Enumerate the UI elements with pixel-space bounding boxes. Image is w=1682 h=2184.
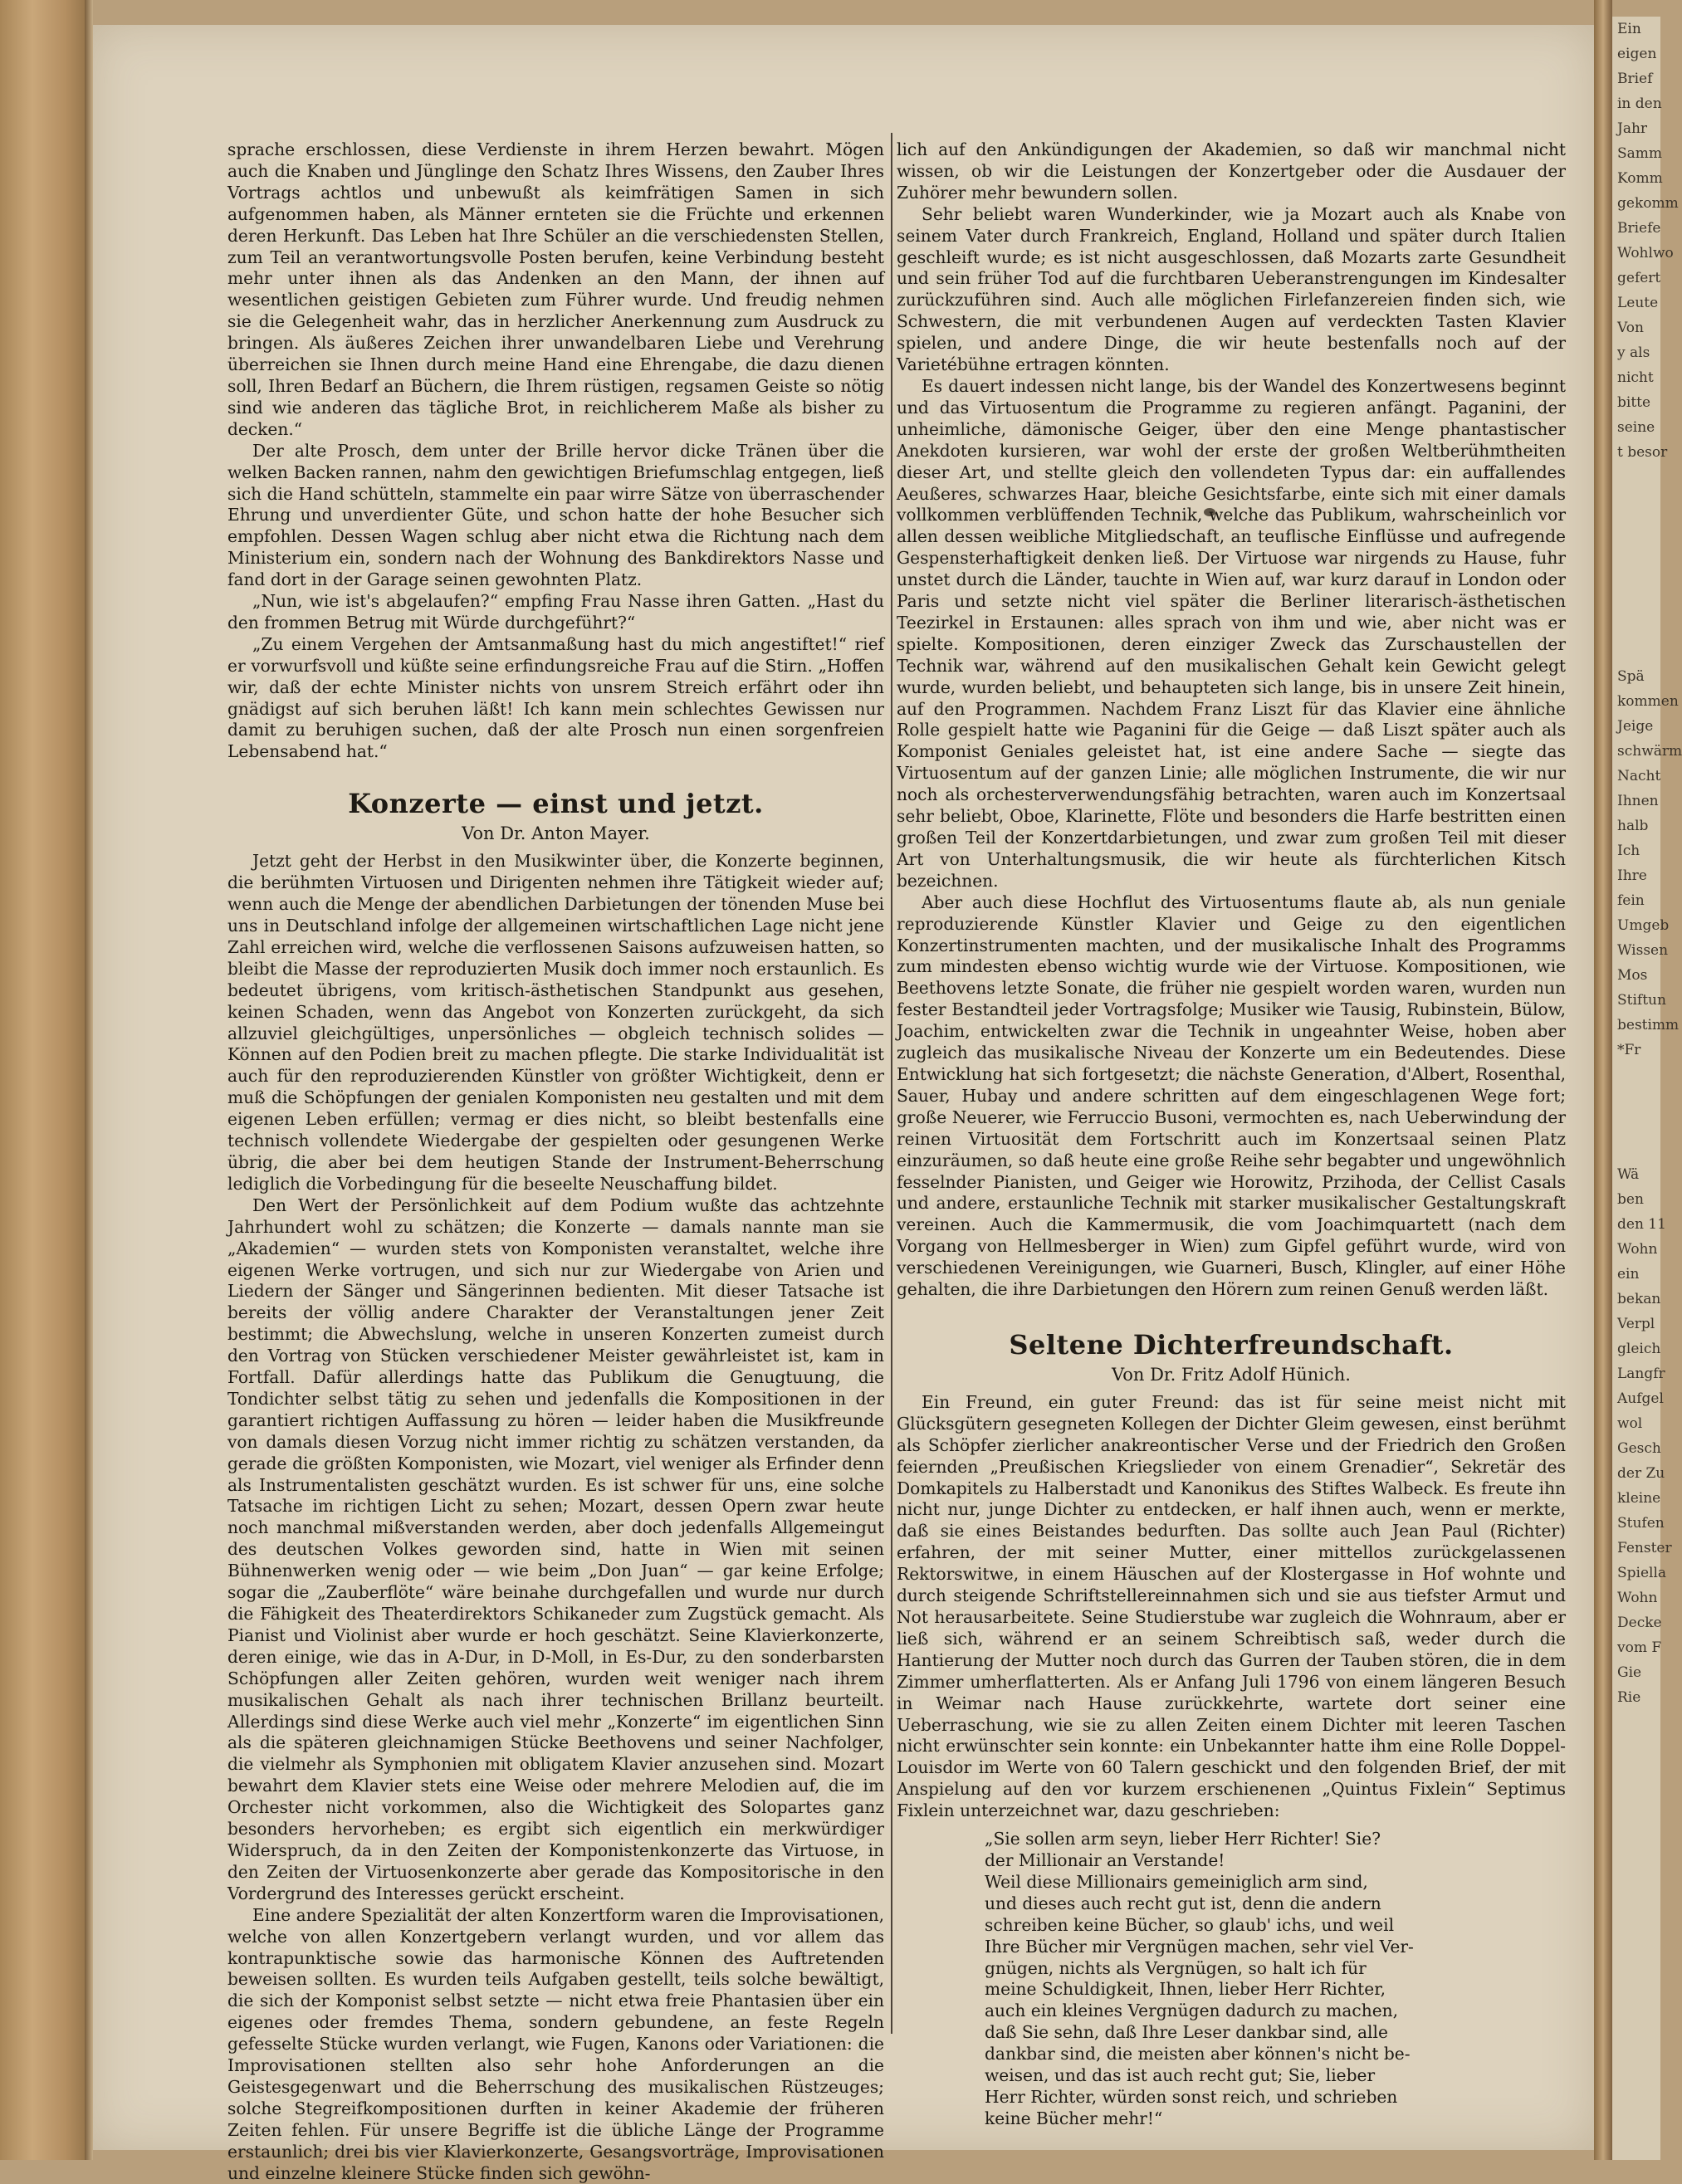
next-page-fragment <box>1612 1137 1660 1162</box>
next-page-fragment: Fenster <box>1617 1540 1672 1556</box>
next-page-fragment <box>1612 490 1660 515</box>
next-page-fragment <box>1612 515 1660 540</box>
article-title-dichterfreundschaft: Seltene Dichterfreundschaft. <box>1009 1328 1454 1361</box>
next-page-fragment: in den <box>1617 95 1662 112</box>
next-page-fragment: Langfr <box>1617 1366 1665 1382</box>
poem-line: gnügen, nichts als Vergnügen, so halt ich für <box>985 1957 1367 1978</box>
next-page-fragment: Wä <box>1617 1166 1640 1183</box>
right-column <box>897 139 1566 2130</box>
next-page-fragment: den 11 <box>1617 1216 1666 1233</box>
next-page-edge <box>1612 17 1682 2160</box>
poem-line: dankbar sind, die meisten aber können's nicht be- <box>985 2044 1411 2064</box>
next-page-fragment: Von <box>1617 320 1644 336</box>
next-page-fragment <box>1612 564 1660 589</box>
book-spine-left <box>0 0 93 2160</box>
next-page-fragment: Mos <box>1617 967 1648 984</box>
poem-line: auch ein kleines Vergnügen dadurch zu machen, <box>985 2001 1399 2021</box>
next-page-fragment: *Fr <box>1617 1042 1641 1058</box>
next-page-fragment: Nacht <box>1617 768 1661 784</box>
poem-line: daß Sie sehn, daß Ihre Leser dankbar sind, alle <box>985 2022 1388 2043</box>
poem-line: „Sie sollen arm seyn, lieber Herr Richter! Sie? <box>985 1829 1381 1849</box>
article-paragraph: lich auf den Ankündigungen der Akademien, so daß wir manchmal nicht wissen, ob wir die Leistungen der Konzertgeber oder die Ausdauer der Zuhörer mehr bewundern sollen. <box>897 139 1566 203</box>
next-page-fragment: vom F <box>1617 1639 1662 1656</box>
poem-line: der Millionair an Verstande! <box>985 1849 1225 1870</box>
poem-line: Herr Richter, würden sonst reich, und schrieben <box>985 2086 1398 2107</box>
next-page-fragment: Briefe <box>1617 220 1661 237</box>
article-paragraph: Es dauert indessen nicht lange, bis der Wandel des Konzertwesens beginnt und das Virtuosentum die Programme zu regieren anfängt. Paganini, der unheimliche, dämonische Geiger, über den eine Menge phantastischer Anekdoten kursieren, war wohl der erste der großen Weltberühmtheiten dieser Art, und stellte gleich den vollendeten Typus dar: ein auffallendes Aeußeres, schwarzes Haar, bleiche Gesichtsfarbe, einte sich mit einer damals vollkommen verblüffenden Technik, welche das Publikum, wahrscheinlich vor allen dessen weibliche Mitgliedschaft, an teuflische Einflüsse und aufregende Gespensterhaftigkeit denken ließ. Der Virtuose war nirgends zu Hause, fuhr unstet durch die Länder, tauchte in Wien auf, war kurz darauf in London oder Paris und setzte nicht viel später die Berliner literarisch-ästhetischen Teezirkel in Erstaunen: alles sprach von ihm und wie, aber nicht was er spielte. Kompositionen, deren einziger Zweck das Zurschaustellen der Technik war, während auf den musikalischen Gehalt kein Gewicht gelegt wurde, wurden beliebt, und behaupteten sich lange, bis in unsere Zeit hinein, auf den Programmen. Nachdem Franz Liszt für das Klavier eine ähnliche Rolle gespielt hatte wie Paganini für die Geige — daß Liszt später auch als Komponist Geniales geleistet hat, ist eine andere Sache — siegte das Virtuosentum auf der ganzen Linie; alle möglichen Instrumente, die wir nur noch als orchesterverwendungsfähig betrachten, waren auch im Konzertsaal sehr beliebt, Oboe, Klarinette, Flöte und besonders die Harfe bestritten einen großen Teil der Konzertdarbietungen, und zwar zum großen Teil mit dieser Art von Unterhaltungsmusik, die wir heute als fürchterlichen Kitsch bezeichnen. <box>897 375 1566 891</box>
next-page-fragment: bestimm <box>1617 1017 1680 1033</box>
next-page-fragment: Stufen <box>1617 1515 1665 1532</box>
article-paragraph: Ein Freund, ein guter Freund: das ist für seine meist nicht mit Glücksgütern gesegneten Kollegen der Dichter Gleim gewesen, einst berühmt als Schöpfer zierlicher anakreontischer Verse und der Friedrich den Großen feiernden „Preußischen Kriegslieder von einem Grenadier“, Sekretär des Domkapitels zu Halberstadt und Kanonikus des Stiftes Walbeck. Es freute ihn nicht nur, junge Dichter zu entdecken, er half ihnen auch, wenn er merkte, daß sie eines Beistandes bedurften. Das sollte auch Jean Paul (Richter) erfahren, der mit seiner Mutter, einer mittellos zurückgelassenen Rektorswitwe, in einem Häuschen auf der Klostergasse in Hof wohnte und durch steigende Schriftstellereinnahmen sich und sie aus tiefster Armut und Not herausarbeitete. Seine Studierstube war zugleich die Wohnraum, aber er ließ sich, während er an seinem Schreibtisch saß, weder durch die Hantierung der Mutter noch durch das Gurren der Tauben stören, die in dem Zimmer umherflatterten. Als er Anfang Juli 1796 von einem längeren Besuch in Weimar nach Hause zurückkehrte, wartete dort seiner eine Ueberraschung, wie sie zu allen Zeiten einem Dichter mit leeren Taschen nicht erwünschter sein konnte: ein Unbekannter hatte ihm eine Rolle Doppel-Louisdor im Werte von 60 Talern geschickt und den folgenden Brief, der mit Anspielung auf den vor kurzem erschienenen „Quintus Fixlein“ Septimus Fixlein unterzeichnet war, dazu geschrieben: <box>897 1391 1566 1821</box>
next-page-fragment <box>1612 1112 1660 1137</box>
next-page-fragment: nicht <box>1617 369 1654 386</box>
next-page-fragment: Rie <box>1617 1689 1641 1706</box>
left-column <box>227 139 884 2184</box>
article-paragraph: Jetzt geht der Herbst in den Musikwinter über, die Konzerte beginnen, die berühmten Virtuosen und Dirigenten nehmen ihre Tätigkeit wieder auf; wenn auch die Menge der abendlichen Darbietungen der tönenden Muse bei uns in Deutschland infolge der allgemeinen wirtschaftlichen Lage nicht jene Zahl erreichen wird, welche die verflossenen Saisons aufzuweisen hatten, so bleibt die Masse der reproduzierten Musik doch immer noch erstaunlich. Es bedeutet übrigens, vom kritisch-ästhetischen Standpunkt aus gesehen, keinen Schaden, wenn das Angebot von Konzerten zurückgeht, da sich allzuviel gleichgültiges, unpersönliches — obgleich technisch solides — Können auf den Podien breit zu machen pflegte. Die starke Individualität ist auch für den reproduzierenden Künstler von größter Wichtigkeit, denn er muß die Schöpfungen der genialen Komponisten neu gestalten und mit dem eigenen Leben erfüllen; vermag er dies nicht, so bleibt bestenfalls eine technisch vollendete Wiedergabe der gespielten oder gesungenen Werke übrig, die aber bei dem heutigen Stande der Instrument-Beherrschung lediglich die Vorbedingung für die beseelte Neuschaffung bildet. <box>227 851 884 1194</box>
next-page-fragment: fein <box>1617 892 1645 909</box>
next-page-fragment: halb <box>1617 818 1649 834</box>
next-page-fragment: eigen <box>1617 46 1657 62</box>
poem-line: keine Bücher mehr!“ <box>985 2108 1163 2128</box>
next-page-fragment: Umgeb <box>1617 917 1670 934</box>
next-page-fragment <box>1612 1087 1660 1112</box>
column-rule <box>891 133 892 2034</box>
next-page-fragment: Wissen <box>1617 942 1669 959</box>
next-page-fragment: gefert <box>1617 270 1661 286</box>
next-page-fragment: Aufgel <box>1617 1390 1664 1407</box>
next-page-fragment: kleine <box>1617 1490 1661 1507</box>
poem-line: und dieses auch recht gut ist, denn die andern <box>985 1893 1381 1913</box>
poem-line: Weil diese Millionairs gemeiniglich arm sind, <box>985 1871 1368 1892</box>
next-page-fragment <box>1612 639 1660 664</box>
poem-line: meine Schuldigkeit, Ihnen, lieber Herr Richter, <box>985 1979 1386 2000</box>
next-page-fragment <box>1612 589 1660 614</box>
next-page-fragment: Decke <box>1617 1615 1662 1631</box>
story-ending-paragraph: „Nun, wie ist's abgelaufen?“ empfing Frau Nasse ihren Gatten. „Hast du den frommen Betrug mit Würde durchgeführt?“ <box>227 591 884 633</box>
next-page-fragment: Ein <box>1617 21 1641 37</box>
next-page-fragment: gekomm <box>1617 195 1679 212</box>
next-page-fragment: Gie <box>1617 1664 1642 1681</box>
next-page-fragment: Samm <box>1617 145 1663 162</box>
next-page-fragment: bitte <box>1617 394 1651 411</box>
story-ending-paragraph: Der alte Prosch, dem unter der Brille hervor dicke Tränen über die welken Backen rannen, nahm den gewichtigen Briefumschlag entgegen, ließ sich die Hand schütteln, stammelte ein paar wirre Sätze von überraschender Ehrung und unverdienter Güte, und schon hatte der hohe Besucher sich empfohlen. Dessen Wagen schlug aber nicht etwa die Richtung nach dem Ministerium ein, sondern nach der Wohnung des Bankdirektors Nasse und fand dort in der Garage seinen gewohnten Platz. <box>227 440 884 590</box>
article-byline-dichterfreundschaft: Von Dr. Fritz Adolf Hünich. <box>1112 1364 1351 1385</box>
next-page-fragment <box>1612 1063 1660 1087</box>
next-page-fragment: Komm <box>1617 170 1663 187</box>
next-page-fragment: schwärm <box>1617 743 1682 760</box>
article-title-konzerte: Konzerte — einst und jetzt. <box>348 788 764 820</box>
poem-line: Ihre Bücher mir Vergnügen machen, sehr viel Ver- <box>985 1936 1414 1957</box>
story-ending-paragraph: „Zu einem Vergehen der Amtsanmaßung hast du mich angestiftet!“ rief er vorwurfsvoll und küßte seine erfindungsreiche Frau auf die Stirn. „Hoffen wir, daß der echte Minister nichts von unsrem Streich erfährt oder ihn gnädigst auf sich beruhen läßt! Ich kann mein schlechtes Gewissen nur damit zu beruhigen suchen, daß der alte Prosch nun einen sorgenfreien Lebensabend hat.“ <box>227 633 884 762</box>
next-page-fragment: seine <box>1617 419 1655 436</box>
article-paragraph: Den Wert der Persönlichkeit auf dem Podium wußte das achtzehnte Jahrhundert wohl zu schätzen; die Konzerte — damals nannte man sie „Akademien“ — wurden stets von Komponisten veranstaltet, welche ihre eigenen Werke vortrugen, und sich nur zur Wiedergabe von Arien und Liedern der Sänger und Sängerinnen bedienten. Mit dieser Tatsache ist bereits der völlig andere Charakter der Veranstaltungen jener Zeit bestimmt; die Abwechslung, welche in unseren Konzerten zumeist durch den Vortrag von Stücken verschiedener Meister gewährleistet ist, kam in Fortfall. Dafür allerdings hatte das Publikum die Genugtuung, die Tondichter selbst tätig zu sehen und jedenfalls die Kompositionen in der garantiert richtigen Auffassung zu hören — leider haben die Musikfreunde von damals diesen Vorzug nicht immer richtig zu schätzen verstanden, da gerade die größten Komponisten, wie Mozart, viel weniger als Erfinder denn als Instrumentalisten geschätzt wurden. Es ist schwer für uns, eine solche Tatsache im richtigen Licht zu sehen; Mozart, dessen Opern zwar heute noch manchmal mißverstanden werden, aber doch jedenfalls Allgemeingut des deutschen Volkes geworden sind, hatte in Wien mit seinen Bühnenwerken wenig oder — wie beim „Don Juan“ — gar keine Erfolge; sogar die „Zauberflöte“ wäre beinahe durchgefallen und wurde nur durch die Fähigkeit des Theaterdirektors Schikaneder zum Zugstück gemacht. Als Pianist und Violinist aber wurde er hoch geschätzt. Seine Klavierkonzerte, deren einige, wie das in A-Dur, in D-Moll, in Es-Dur, zu den sonderbarsten Schöpfungen aller Zeiten gehören, wurden weit weniger nach ihrem musikalischen Gehalt als nach ihrer technischen Brillanz beurteilt. Allerdings sind diese Werke auch viel mehr „Konzerte“ im eigentlichen Sinn als die späteren gleichnamigen Stücke Beethovens und seiner Nachfolger, die vielmehr als Symphonien mit obligatem Klavier anzusehen sind. Mozart bewahrt dem Klavier stets eine Weise oder mehrere Melodien auf, die im Orchester nicht vorkommen, also die Wichtigkeit des Solopartes ganz besonders hervorheben; es ergibt sich eigentlich ein merkwürdiger Widerspruch, da in den Zeiten der Komponistenkonzerte das Virtuose, in den Zeiten der Virtuosenkonzerte aber gerade das Kompositorische in den Vordergrund des Interesses gerückt erscheint. <box>227 1195 884 1903</box>
next-page-fragment: Wohlwo <box>1617 245 1674 261</box>
next-page-fragment: Ihnen <box>1617 793 1659 809</box>
article-byline-konzerte: Von Dr. Anton Mayer. <box>462 823 650 844</box>
article-paragraph: Sehr beliebt waren Wunderkinder, wie ja Mozart auch als Knabe von seinem Vater durch Frankreich, England, Holland und später durch Italien geschleift wurde; es ist nicht ausgeschlossen, daß Mozarts zarte Gesundheit und sein früher Tod auf die furchtbaren Ueberanstrengungen im Kindesalter zurückzuführen sind. Auch alle möglichen Firlefanzereien finden sich, wie Schwestern, die mit verbundenen Augen auf verdeckten Tasten Klavier spielen, und andere Dinge, die wir heute bestenfalls noch auf der Varietébühne ertragen könnten. <box>897 203 1566 375</box>
next-page-fragment: wol <box>1617 1415 1643 1432</box>
next-page-fragment: kommen <box>1617 693 1679 710</box>
next-page-fragment <box>1612 465 1660 490</box>
article-paragraph: Aber auch diese Hochflut des Virtuosentums flaute ab, als nun geniale reproduzierende Künstler Klavier und Geige zu den eigentlichen Konzertinstrumenten machten, und der musikalische Inhalt des Programms zum mindesten ebenso wichtig wurde wie der Virtuose. Kompositionen, wie Beethovens letzte Sonate, die früher nie gespielt worden waren, wurden nun fester Bestandteil jeder Vortragsfolge; Musiker wie Tausig, Rubinstein, Bülow, Joachim, entwickelten zwar die Technik in ungeahnter Weise, hoben aber zugleich das musikalische Niveau der Konzerte um ein Bedeutendes. Diese Entwicklung hat sich fortgesetzt; die nächste Generation, d'Albert, Rosenthal, Sauer, Hubay und andere schritten auf dem eingeschlagenen Wege fort; große Neuerer, wie Ferruccio Busoni, vermochten es, nach Ueberwindung der reinen Virtuosität dem Fortschritt auch im Konzertsaal seinen Platz einzuräumen, so daß heute eine große Reihe sehr begabter und ungewöhnlich fesselnder Pianisten, und Geiger wie Horowitz, Przihoda, der Cellist Casals und andere, erstaunliche Technik mit starker musikalischer Gestaltungskraft vereinen. Auch die Kammermusik, die vom Joachimquartett (nach dem Vorgang von Hellmesberger in Wien) zum Gipfel geführt wurde, wird von verschiedenen Vereinigungen, wie Guarneri, Busch, Klingler, auf einer Höhe gehalten, die ihre Darbietungen den Hörern zum reinen Genuß werden läßt. <box>897 892 1566 1300</box>
next-page-fragment <box>1612 540 1660 564</box>
letter-poem <box>897 1829 1566 2130</box>
article-paragraph: Eine andere Spezialität der alten Konzertform waren die Improvisationen, welche von allen Konzertgebern verlangt wurden, und vor allem das kontrapunktische sowie das harmonische Können des Auftretenden beweisen sollten. Es wurden teils Aufgaben gestellt, teils solche bewältigt, die sich der Komponist selbst setzte — nicht etwa freie Phantasien über ein eigenes oder fremdes Thema, sondern gebundene, an feste Regeln gefesselte Stücke wurden verlangt, wie Fugen, Kanons oder Variationen: die Improvisationen stellten also sehr hohe Anforderungen an die Geistesgegenwart und die Beherrschung des musikalischen Rüstzeuges; solche Stegreifkompositionen durften in keiner Akademie der früheren Zeiten fehlen. Für unsere Begriffe ist die übliche Länge der Programme erstaunlich; drei bis vier Klavierkonzerte, Gesangsvorträge, Improvisationen und einzelne kleinere Stücke finden sich gewöhn- <box>227 1904 884 2183</box>
next-page-fragment <box>1612 614 1660 639</box>
next-page-fragment: Wohn <box>1617 1590 1658 1606</box>
next-page-fragment: Brief <box>1617 71 1653 87</box>
poem-line: schreiben keine Bücher, so glaub' ichs, und weil <box>985 1914 1395 1935</box>
next-page-fragment: gleich <box>1617 1341 1661 1357</box>
next-page-fragment: Ich <box>1617 843 1640 859</box>
next-page-fragment: Stiftun <box>1617 992 1666 1009</box>
next-page-fragment: ein <box>1617 1266 1640 1283</box>
next-page-fragment: t besor <box>1617 444 1668 461</box>
next-page-fragment: der Zu <box>1617 1465 1665 1482</box>
next-page-fragment: Leute <box>1617 295 1659 311</box>
next-page-fragment: Jeige <box>1617 718 1654 735</box>
book-gutter-right <box>1594 0 1612 2160</box>
next-page-fragment: Wohn <box>1617 1241 1658 1258</box>
next-page-fragment: Verpl <box>1617 1316 1655 1332</box>
story-ending-paragraph: sprache erschlossen, diese Verdienste in ihrem Herzen bewahrt. Mögen auch die Knaben und Jünglinge den Schatz Ihres Wissens, den Zauber Ihres Vortrags achtlos und unbewußt als keimfrätigen Samen in sich aufgenommen haben, als Männer ernteten sie die Früchte und erkennen deren Herkunft. Das Leben hat Ihre Schüler an die verschiedensten Stellen, zum Teil an verantwortungsvolle Posten berufen, keine Verbindung besteht mehr unter ihnen als das Andenken an den Mann, der ihnen auf wesentlichen geistigen Gebieten zum Führer wurde. Und freudig nehmen sie die Gelegenheit wahr, das in herzlicher Anerkennung zum Ausdruck zu bringen. Als äußeres Zeichen ihrer unwandelbaren Liebe und Verehrung überreichen sie Ihnen durch meine Hand eine Ehrengabe, die dazu dienen soll, Ihren Bedarf an Büchern, die Ihrem rüstigen, regsamen Geiste so nötig sind wie anderen das tägliche Brot, in reichlicherem Maße als bisher zu decken.“ <box>227 139 884 439</box>
next-page-fragment: Ihre <box>1617 867 1647 884</box>
next-page-fragment: bekan <box>1617 1291 1661 1307</box>
poem-line: weisen, und das ist auch recht gut; Sie, lieber <box>985 2065 1376 2086</box>
next-page-fragment: Gesch <box>1617 1440 1661 1457</box>
next-page-fragment: Jahr <box>1617 120 1648 137</box>
next-page-fragment: y als <box>1617 344 1650 361</box>
next-page-fragment: ben <box>1617 1191 1644 1208</box>
next-page-fragment: Spiella <box>1617 1565 1667 1581</box>
next-page-fragment: Spä <box>1617 668 1645 685</box>
